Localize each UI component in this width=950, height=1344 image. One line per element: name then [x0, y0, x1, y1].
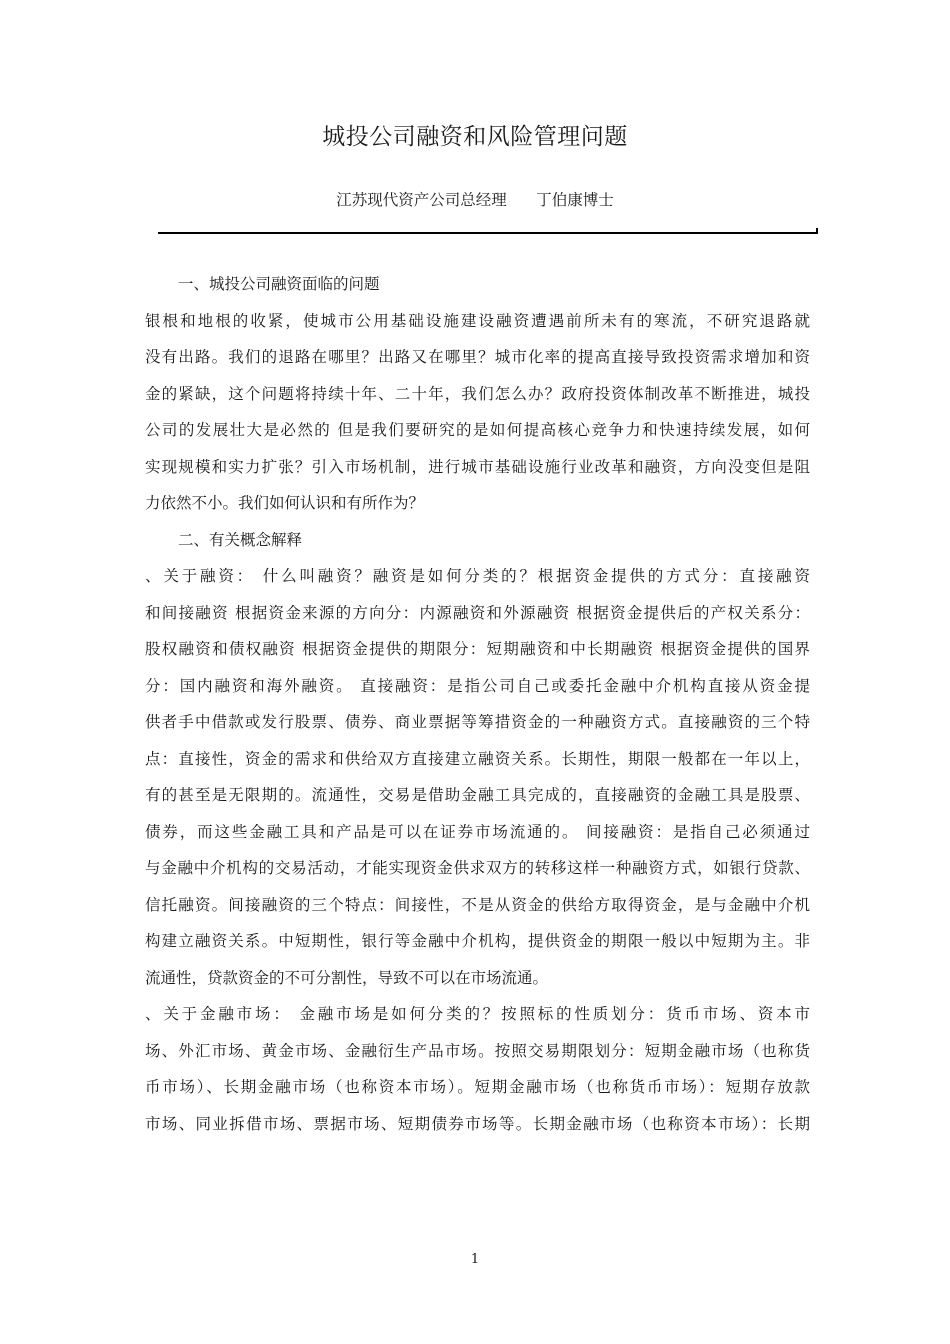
body-line: 构建立融资关系。中短期性，银行等金融中介机构，提供资金的期限一般以中短期为主。非 — [145, 932, 810, 950]
body-line: 金的紧缺，这个问题将持续十年、二十年，我们怎么办？政府投资体制改革不断推进，城投 — [145, 384, 810, 403]
section-heading: 一、城投公司融资面临的问题 — [178, 275, 380, 293]
body-line: 有的甚至是无限期的。流通性，交易是借助金融工具完成的，直接融资的金融工具是股票、 — [145, 786, 810, 804]
body-line: 股权融资和债权融资 根据资金提供的期限分：短期融资和中长期融资 根据资金提供的国界 — [145, 640, 810, 658]
title-divider — [158, 232, 818, 234]
body-line: 银根和地根的收紧，使城市公用基础设施建设融资遭遇前所未有的寒流，不研究退路就 — [145, 311, 810, 330]
body-line: 债券，而这些金融工具和产品是可以在证券市场流通的。 间接融资：是指自己必须通过 — [145, 822, 810, 841]
body-line: 信托融资。间接融资的三个特点：间接性，不是从资金的供给方取得资金，是与金融中介机 — [145, 895, 810, 914]
body-line: 流通性，贷款资金的不可分割性，导致不可以在市场流通。 — [145, 968, 549, 987]
document-body — [145, 266, 810, 1142]
body-line: 分：国内融资和海外融资。 直接融资：是指公司自己或委托金融中介机构直接从资金提 — [145, 676, 810, 695]
body-line: 和间接融资 根据资金来源的方向分：内源融资和外源融资 根据资金提供后的产权关系分： — [145, 603, 810, 622]
body-line: 场、外汇市场、黄金市场、金融衍生产品市场。按照交易期限划分：短期金融市场（也称货 — [145, 1041, 810, 1060]
body-line: 公司的发展壮大是必然的 但是我们要研究的是如何提高核心竞争力和快速持续发展，如何 — [145, 421, 810, 439]
body-line: 实现规模和实力扩张？引入市场机制，进行城市基础设施行业改革和融资，方向没变但是阻 — [145, 457, 810, 476]
body-line: 没有出路。我们的退路在哪里？出路又在哪里？城市化率的提高直接导致投资需求增加和资 — [145, 348, 810, 366]
body-line: 币市场）、长期金融市场（也称资本市场）。短期金融市场（也称货币市场）：短期存放款 — [145, 1078, 810, 1096]
body-line: 与金融中介机构的交易活动，才能实现资金供求双方的转移这样一种融资方式，如银行贷款、 — [145, 859, 810, 877]
body-line: 市场、同业拆借市场、票据市场、短期债券市场等。长期金融市场（也称资本市场）：长期 — [145, 1114, 810, 1133]
divider-end-mark — [816, 228, 818, 234]
body-line: 、关于金融市场： 金融市场是如何分类的？按照标的性质划分：货币市场、资本市 — [145, 1005, 810, 1023]
body-line: 、关于融资： 什么叫融资？融资是如何分类的？根据资金提供的方式分：直接融资 — [145, 567, 810, 585]
document-title: 城投公司融资和风险管理问题 — [322, 124, 628, 150]
section-heading: 二、有关概念解释 — [178, 530, 303, 549]
body-line: 力依然不小。我们如何认识和有所作为？ — [145, 494, 425, 512]
body-line: 供者手中借款或发行股票、债券、商业票据等筹措资金的一种融资方式。直接融资的三个特 — [145, 713, 810, 731]
page-number: 1 — [470, 1252, 480, 1267]
body-line: 点：直接性，资金的需求和供给双方直接建立融资关系。长期性，期限一般都在一年以上， — [145, 749, 810, 768]
document-author: 江苏现代资产公司总经理 丁伯康博士 — [336, 191, 614, 209]
